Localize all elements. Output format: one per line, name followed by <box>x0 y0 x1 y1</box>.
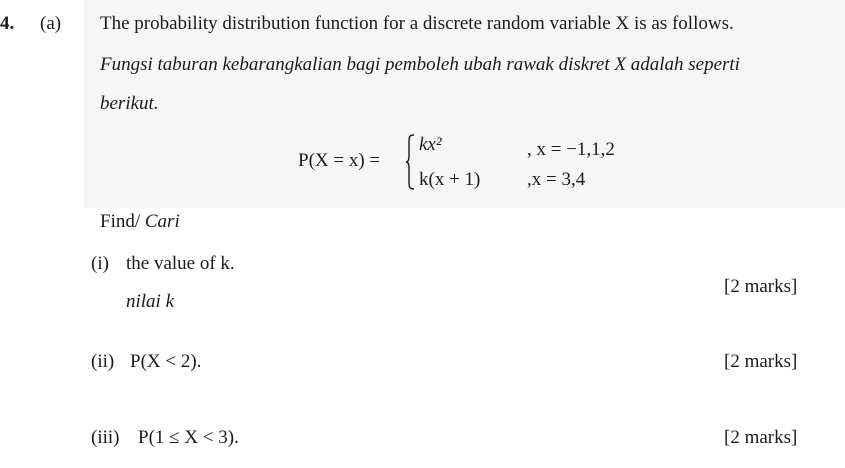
item-ii-marks: [2 marks] <box>724 351 798 372</box>
item-i-marks: [2 marks] <box>724 276 798 297</box>
item-iii-number: (iii) <box>91 427 120 448</box>
statement-english: The probability distribution function for a discrete random variable X is as follows. <box>100 13 734 34</box>
case1-expression: kx² <box>419 134 442 155</box>
find-label <box>100 211 180 233</box>
case2-condition: ,x = 3,4 <box>527 169 586 190</box>
question-part: (a) <box>40 13 62 34</box>
item-ii-expression: P(X < 2). <box>130 351 202 372</box>
item-i-text-ms: nilai k <box>126 291 175 312</box>
formula-lhs: P(X = x) = <box>298 150 381 171</box>
question-number: 4. <box>0 13 15 34</box>
find-label-en: Find/ <box>100 211 141 232</box>
statement-malay-line1: Fungsi taburan kebarangkalian bagi pemboleh ubah rawak diskret X adalah seperti <box>100 54 740 75</box>
left-brace-icon <box>405 134 415 190</box>
item-i-number: (i) <box>91 253 109 274</box>
item-iii-expression: P(1 ≤ X < 3). <box>138 427 239 448</box>
item-i-text-en: the value of k. <box>126 253 235 274</box>
item-iii-marks: [2 marks] <box>724 427 798 448</box>
case2-expression: k(x + 1) <box>419 169 481 190</box>
statement-malay-line2: berikut. <box>100 93 159 114</box>
case1-condition: , x = −1,1,2 <box>527 139 615 160</box>
find-label-ms: Cari <box>144 211 180 232</box>
item-ii-number: (ii) <box>91 351 115 372</box>
